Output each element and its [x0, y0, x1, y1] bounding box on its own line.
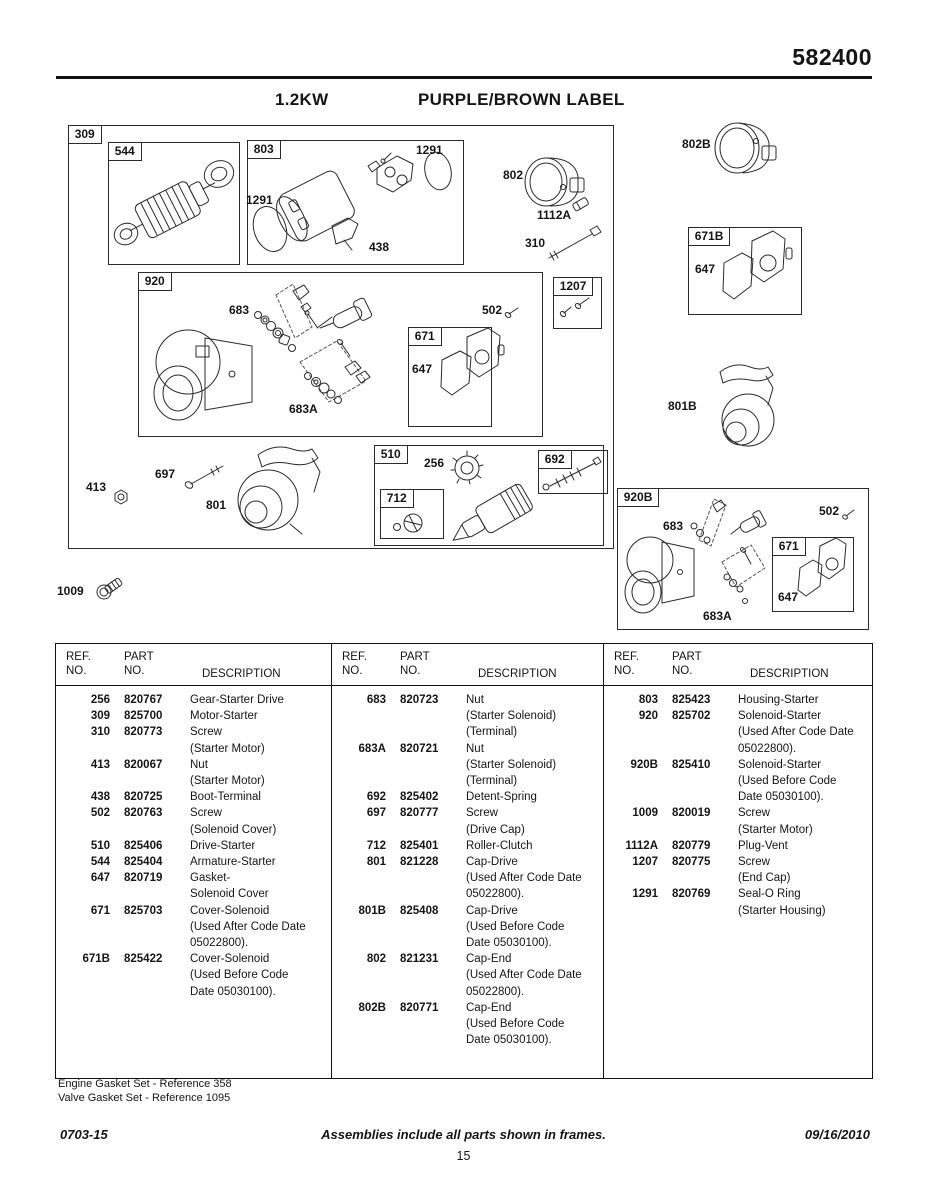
part-no: 820769: [672, 888, 711, 901]
part-no: 820771: [400, 1001, 439, 1014]
part-no: 825408: [400, 904, 439, 917]
frame-label-920: 920: [138, 272, 172, 291]
ref-no: 712: [366, 839, 386, 852]
frame-712: [380, 489, 444, 539]
part-label-801: 801: [206, 498, 227, 512]
table-row: [332, 951, 603, 1000]
frame-label-671-2: 671: [772, 537, 806, 556]
part-label-438: 438: [369, 240, 390, 254]
description: Cap-Drive (Used After Code Date 05022800).: [466, 856, 582, 901]
part-label-697: 697: [155, 467, 176, 481]
part-label-1009: 1009: [57, 584, 84, 598]
part-no: 825401: [400, 839, 439, 852]
part-no: 821228: [400, 856, 439, 869]
description: Seal-O Ring (Starter Housing): [738, 888, 826, 917]
description: Nut (Starter Solenoid) (Terminal): [466, 694, 557, 739]
description: Nut (Starter Solenoid) (Terminal): [466, 742, 557, 788]
description: Cap-End (Used After Code Date 05022800).: [466, 953, 582, 998]
ref-no: 510: [90, 839, 110, 852]
frame-label-671B: 671B: [688, 227, 731, 246]
frame-671: [408, 327, 492, 427]
part-no: 821231: [400, 953, 439, 966]
frame-label-309: 309: [68, 125, 102, 144]
ref-no: 438: [90, 791, 110, 804]
part-label-802B: 802B: [682, 137, 711, 151]
table-row: [604, 854, 872, 886]
part-no: 825406: [124, 839, 163, 852]
table-header: [604, 644, 872, 686]
table-row: [332, 789, 603, 805]
description: Screw (Drive Cap): [466, 807, 525, 836]
table-row: [604, 805, 872, 837]
table-row: [56, 789, 331, 805]
table-row: [332, 838, 603, 854]
gasket-set-footnotes: [58, 1078, 232, 1105]
ref-no: 1112A: [625, 839, 658, 852]
table-column-3: [603, 644, 872, 1078]
table-row: [332, 854, 603, 903]
part-no: 825410: [672, 758, 711, 771]
table-column-1: [56, 644, 331, 1078]
part-label-310: 310: [525, 236, 546, 250]
part-label-1291: 1291: [246, 193, 273, 207]
table-row: [56, 854, 331, 870]
ref-no: 647: [90, 872, 110, 885]
description: Gasket- Solenoid Cover: [190, 872, 269, 901]
ref-no: 692: [366, 791, 386, 804]
part-label-802: 802: [503, 168, 524, 182]
description: Solenoid-Starter (Used After Code Date 05022800).: [738, 710, 854, 755]
table-row: [604, 757, 872, 806]
part-no: 825703: [124, 904, 163, 917]
description: Housing-Starter: [738, 694, 819, 706]
description: Screw (Starter Motor): [738, 807, 813, 836]
table-rows: [56, 686, 331, 1000]
page-number: 15: [456, 1149, 471, 1163]
part-label-1112A: 1112A: [537, 208, 572, 222]
heading-color-label: PURPLE/BROWN LABEL: [418, 90, 625, 109]
description: Screw (End Cap): [738, 856, 791, 885]
part-no: 820773: [124, 726, 163, 739]
table-row: [604, 838, 872, 854]
ref-no: 544: [90, 856, 110, 869]
description: Cap-End (Used Before Code Date 05030100).: [466, 1001, 565, 1047]
table-column-2: [331, 644, 603, 1078]
ref-no: 683: [366, 694, 386, 706]
frame-label-510: 510: [374, 445, 408, 464]
table-row: [332, 741, 603, 790]
table-row: [604, 692, 872, 708]
part-no: 820779: [672, 839, 711, 852]
part-label-647: 647: [778, 590, 799, 604]
assemblies-note: Assemblies include all parts shown in frames.: [321, 1127, 606, 1142]
form-number: 0703-15: [60, 1127, 108, 1142]
ref-no: 802B: [358, 1001, 386, 1014]
table-row: [56, 692, 331, 708]
description: Plug-Vent: [738, 839, 788, 852]
part-no-header: PART NO.: [672, 651, 702, 677]
valve-gasket-footnote: Valve Gasket Set - Reference 1095: [58, 1091, 231, 1104]
description: Cover-Solenoid (Used Before Code Date 05030100).: [190, 953, 289, 998]
description: Detent-Spring: [466, 791, 537, 804]
part-label-647: 647: [695, 262, 716, 276]
ref-no: 671B: [82, 953, 110, 966]
ref-no: 671: [90, 904, 110, 917]
ref-no: 413: [90, 758, 110, 771]
ref-no: 310: [90, 726, 110, 739]
heading-power: 1.2KW: [275, 90, 329, 109]
revision-date: 09/16/2010: [804, 1127, 870, 1142]
ref-no: 801: [366, 856, 386, 869]
engine-gasket-footnote: Engine Gasket Set - Reference 358: [58, 1078, 232, 1090]
table-row: [56, 805, 331, 837]
part-no: 825422: [124, 953, 163, 966]
table-row: [604, 886, 872, 918]
table-row: [56, 903, 331, 952]
ref-no: 802: [366, 953, 386, 966]
description: Nut (Starter Motor): [190, 758, 265, 788]
part-label-683: 683: [229, 303, 250, 317]
part-no: 825700: [124, 710, 163, 723]
ref-no: 683A: [358, 742, 386, 755]
part-label-1291: 1291: [416, 143, 443, 157]
part-label-502: 502: [482, 303, 503, 317]
frame-label-1207: 1207: [553, 277, 594, 296]
table-row: [56, 870, 331, 902]
part-no: 820767: [124, 694, 163, 706]
part-label-683A: 683A: [703, 609, 732, 623]
frame-1207: [553, 277, 602, 329]
part-no-header: PART NO.: [124, 651, 154, 677]
parts-table: [55, 643, 873, 1079]
ref-no-header: REF. NO.: [342, 651, 367, 677]
table-row: [332, 903, 603, 952]
frame-544: [108, 142, 240, 265]
description: Motor-Starter: [190, 710, 258, 723]
ref-no: 801B: [358, 904, 386, 917]
ref-no: 1009: [632, 807, 658, 820]
part-label-413: 413: [86, 480, 107, 494]
part-label-683A: 683A: [289, 402, 318, 416]
description: Cover-Solenoid (Used After Code Date 05022800).: [190, 904, 306, 950]
ref-no: 920: [638, 710, 658, 723]
table-row: [56, 724, 331, 756]
description-header: DESCRIPTION: [750, 667, 829, 680]
frame-label-920B: 920B: [617, 488, 660, 507]
frame-label-712: 712: [380, 489, 414, 508]
table-row: [56, 838, 331, 854]
part-no: 825402: [400, 791, 439, 804]
part-no: 820725: [124, 791, 163, 804]
table-row: [56, 757, 331, 789]
part-no: 825423: [672, 694, 711, 706]
ref-no-header: REF. NO.: [614, 651, 639, 677]
ref-no: 803: [638, 694, 658, 706]
table-rows: [332, 686, 603, 1048]
ref-no: 1207: [632, 856, 658, 869]
table-row: [332, 805, 603, 837]
frame-label-671: 671: [408, 327, 442, 346]
ref-no: 502: [90, 807, 110, 820]
part-no: 825702: [672, 710, 711, 723]
doc-number: 582400: [792, 44, 872, 70]
ref-no: 1291: [632, 888, 658, 901]
frame-label-803: 803: [247, 140, 281, 159]
ref-no: 920B: [630, 758, 658, 771]
part-label-256: 256: [424, 456, 445, 470]
part-no: 825404: [124, 856, 163, 869]
part-label-801B: 801B: [668, 399, 697, 413]
part-label-683: 683: [663, 519, 684, 533]
ref-no: 309: [90, 710, 110, 723]
part-no: 820019: [672, 807, 711, 820]
description: Screw (Solenoid Cover): [190, 807, 277, 836]
part-no: 820763: [124, 807, 163, 820]
table-row: [56, 708, 331, 724]
ref-no: 697: [366, 807, 386, 820]
table-row: [332, 1000, 603, 1049]
frame-label-544: 544: [108, 142, 142, 161]
part-no: 820723: [400, 694, 439, 706]
table-row: [56, 951, 331, 1000]
part-no: 820775: [672, 856, 711, 869]
ref-no-header: REF. NO.: [66, 651, 91, 677]
frame-label-692: 692: [538, 450, 572, 469]
frame-692: [538, 450, 608, 494]
part-no-header: PART NO.: [400, 651, 430, 677]
table-header: [56, 644, 331, 686]
table-row: [604, 708, 872, 757]
description: Drive-Starter: [190, 839, 256, 852]
part-no: 820719: [124, 872, 163, 885]
description: Gear-Starter Drive: [190, 694, 284, 706]
description: Cap-Drive (Used Before Code Date 05030100).: [466, 904, 565, 950]
description: Boot-Terminal: [190, 791, 261, 804]
description: Screw (Starter Motor): [190, 726, 265, 755]
description: Roller-Clutch: [466, 839, 533, 852]
part-label-502: 502: [819, 504, 840, 518]
frame-803: [247, 140, 464, 265]
table-rows: [604, 686, 872, 919]
description: Armature-Starter: [190, 856, 276, 869]
part-no: 820721: [400, 742, 439, 755]
description-header: DESCRIPTION: [202, 667, 281, 680]
table-row: [332, 692, 603, 741]
description-header: DESCRIPTION: [478, 667, 557, 680]
ref-no: 256: [90, 694, 110, 706]
part-label-647: 647: [412, 362, 433, 376]
description: Solenoid-Starter (Used Before Code Date 05030100).: [738, 758, 837, 804]
part-no: 820067: [124, 758, 163, 771]
part-no: 820777: [400, 807, 439, 820]
table-header: [332, 644, 603, 686]
